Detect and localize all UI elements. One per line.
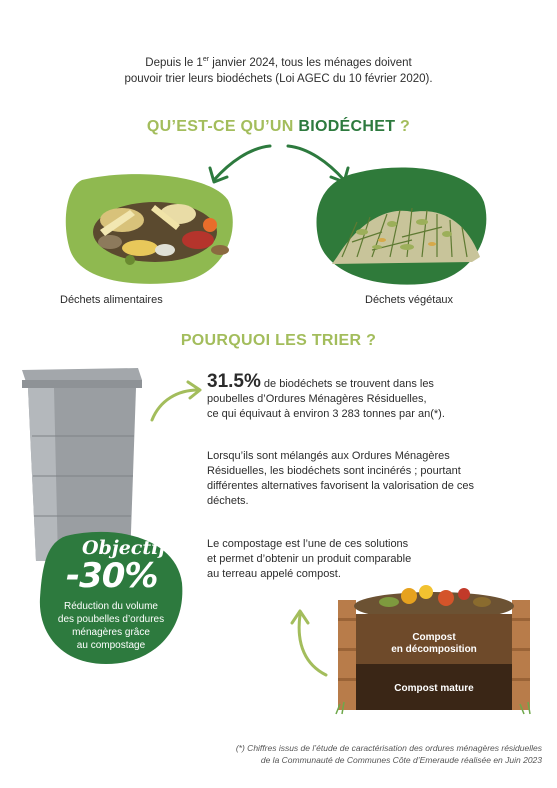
stat-value: 31.5% <box>207 371 261 392</box>
compost-layer-decomposition: Compost en décomposition <box>391 632 477 655</box>
section-title-biodechet: QU’EST-CE QU’UN BIODÉCHET ? <box>146 118 411 135</box>
food-waste-image <box>60 170 240 285</box>
objective-description: Réduction du volume des poubelles d’ordures ménagères grâce au compostage <box>57 601 165 651</box>
green-waste-image <box>312 162 492 287</box>
section-title-pourquoi: POURQUOI LES TRIER ? <box>180 332 377 349</box>
objective-value: -30% <box>66 556 158 596</box>
arrow-to-compost-icon <box>286 605 336 680</box>
intro-text: Depuis le 1er janvier 2024, tous les ménages doivent pouvoir trier leurs biodéchets (Loi AGEC du 10 février 2020). <box>124 56 433 85</box>
footnote: (*) Chiffres issus de l’étude de caractérisation des ordures ménagères résiduelles de la Communauté de Communes Côte d’Emeraude réalisée en Juin 2023 <box>235 743 542 765</box>
incineration-paragraph: Lorsqu’ils sont mélangés aux Ordures Ménagères Résiduelles, les biodéchets sont incinérés ; pourtant différentes alternatives favorisent la valorisation de ces déchets. <box>207 450 474 507</box>
stat-paragraph: 31.5% de biodéchets se trouvent dans les poubelles d’Ordures Ménagères Résiduelles, ce qui équivaut à environ 3 283 tonnes par an(*). <box>207 371 445 420</box>
arrow-to-stat-icon <box>148 380 208 425</box>
caption-green-waste: Déchets végétaux <box>365 294 454 306</box>
compost-layer-mature: Compost mature <box>394 683 474 694</box>
caption-food-waste: Déchets alimentaires <box>60 294 163 306</box>
objective-title: Objectif <box>82 537 167 559</box>
compost-paragraph: Le compostage est l’une de ces solutions et permet d’obtenir un produit comparable au terreau appelé compost. <box>207 538 412 580</box>
